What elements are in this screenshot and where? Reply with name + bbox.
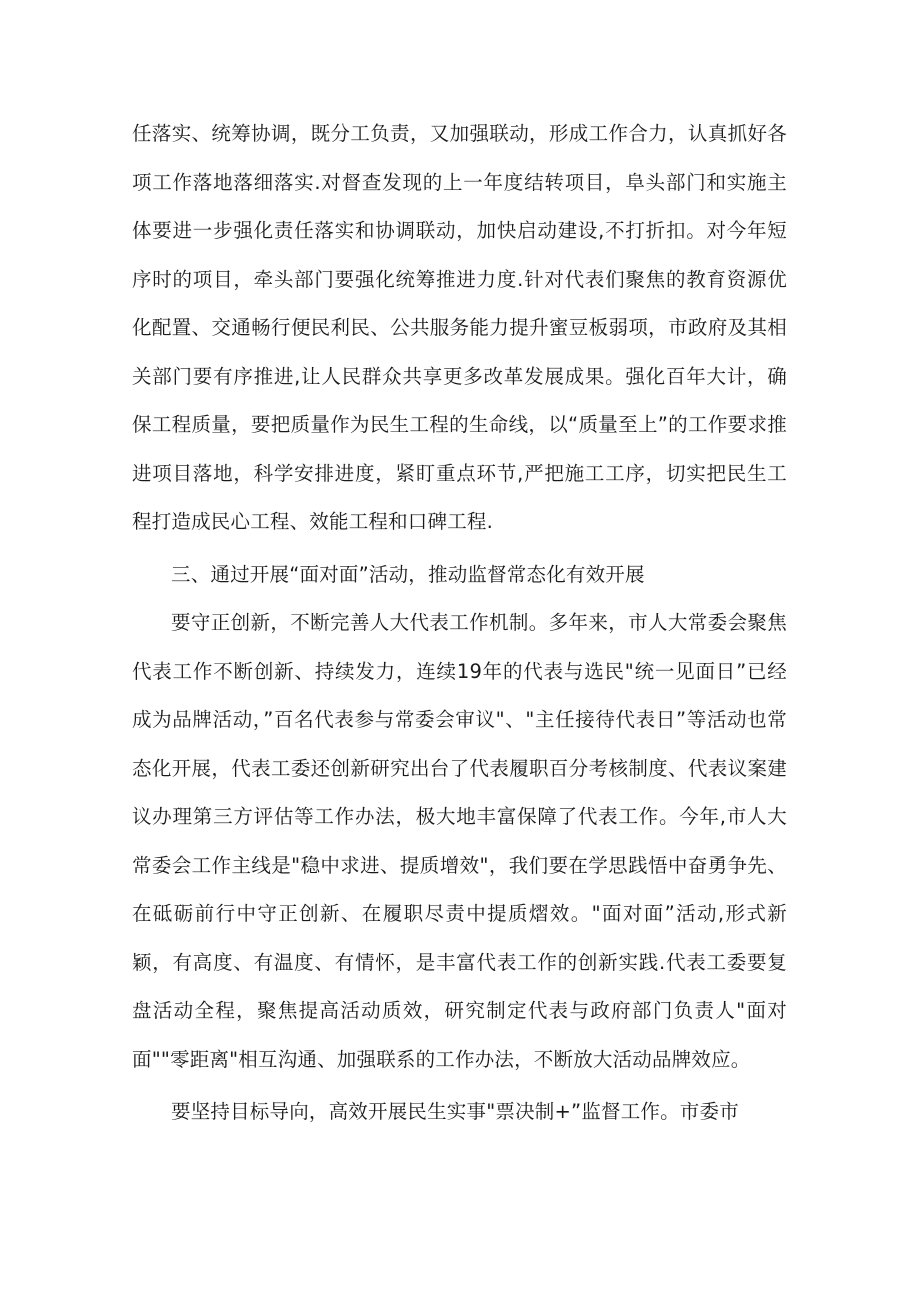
- document-body: [132, 110, 787, 1137]
- section-heading: 三、通过开展“面对面”活动，推动监督常态化有效开展: [171, 562, 645, 586]
- paragraph-body: 要守正创新，不断完善人大代表工作机制。多年来，市人大常委会聚焦代表工作不断创新、持续发力，连续19年的代表与选民"统一见面日”已经成为品牌活动，”百名代表参与常委会审议"、"主任接待代表日”等活动也常态化开展，代表工委还创新研究出台了代表履职百分考核制度、代表议案建议办理第三方评估等工作办法，极大地丰富保障了代表工作。今年,市人大常委会工作主线是"稳中求进、提质增效"，我们要在学思践悟中奋勇争先、在砥砺前行中守正创新、在履职尽责中提质熠效。"面对面”活动,形式新颖，有高度、有温度、有情怀，是丰富代表工作的创新实践.代表工委要复盘活动全程，聚焦提高活动质效，研究制定代表与政府部门负责人"面对面""零距离"相互沟通、加强联系的工作办法，不断放大活动品牌效应。: [132, 611, 787, 1071]
- paragraph-continuation: 任落实、统筹协调，既分工负责，又加强联动，形成工作合力，认真抓好各项工作落地落细落实.对督查发现的上一年度结转项目，阜头部门和实施主体要进一步强化责任落实和协调联动，加快启动建设,不打折扣。对今年短序时的项目，牵头部门要强化统筹推进力度.针对代表们聚焦的教育资源优化配置、交通畅行便民利民、公共服务能力提升蜜豆板弱项，市政府及其相关部门要有序推进,让人民群众共享更多改革发展成果。强化百年大计，确保工程质量，要把质量作为民生工程的生命线，以“质量至上”的工作要求推进项目落地，科学安排进度，紧盯重点环节,严把施工工序，切实把民生工程打造成民心工程、效能工程和口碑工程.: [132, 122, 787, 533]
- paragraph-body: 要坚持目标导向，高效开展民生实事"票决制+”监督工作。市委市: [171, 1100, 739, 1123]
